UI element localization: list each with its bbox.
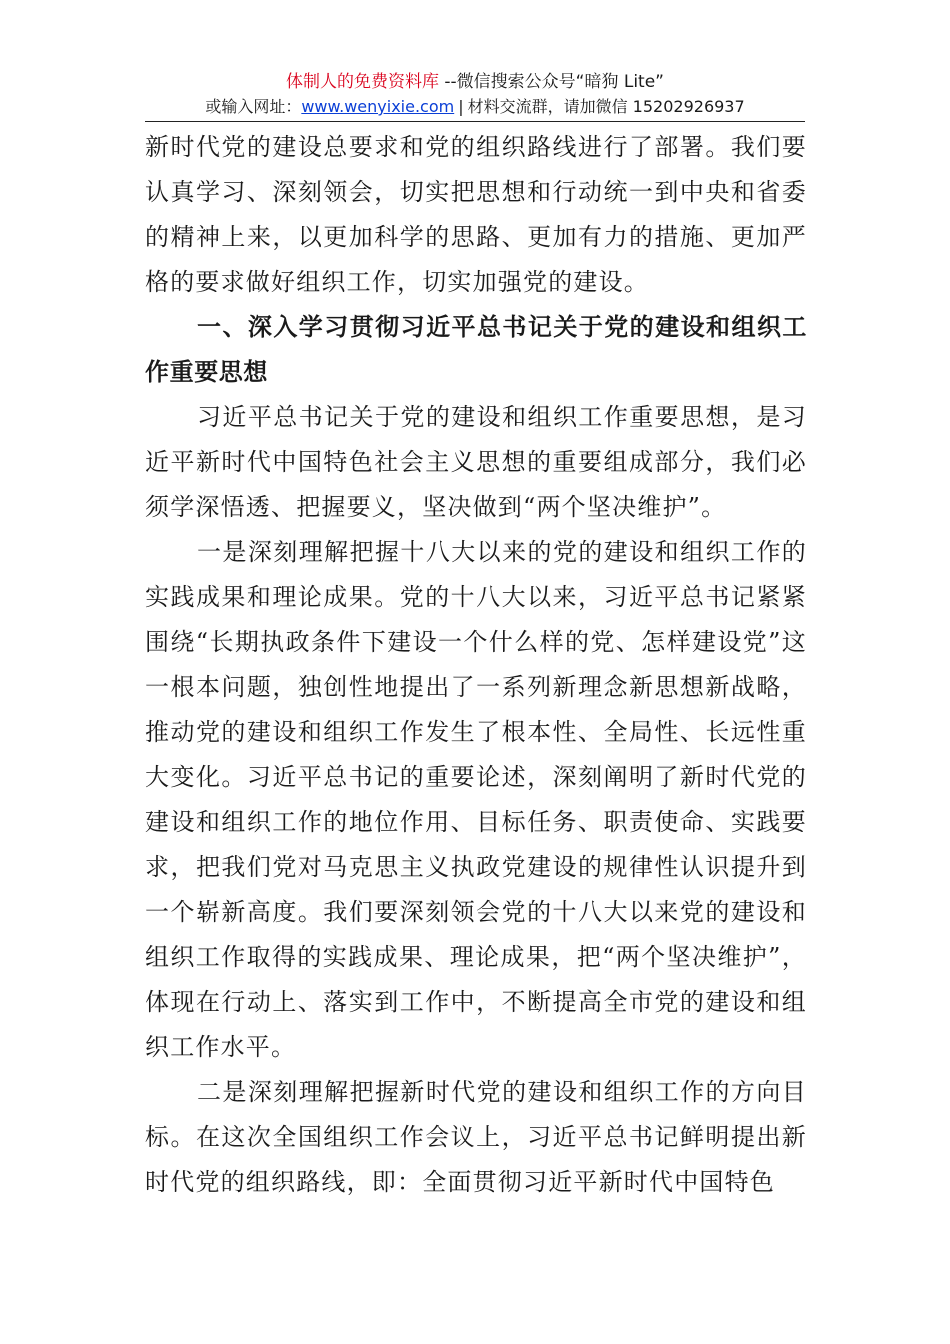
paragraph-overview: 习近平总书记关于党的建设和组织工作重要思想，是习近平新时代中国特色社会主义思想的重要组成部分，我们必须学深悟透、把握要义，坚决做到“两个坚决维护”。 [145,403,807,521]
paragraph-point-one: 一是深刻理解把握十八大以来的党的建设和组织工作的实践成果和理论成果。党的十八大以来，习近平总书记紧紧围绕“长期执政条件下建设一个什么样的党、怎样建设党”这一根本问题，独创性地提出了一系列新理念新思想新战略，推动党的建设和组织工作发生了根本性、全局性、长远性重大变化。习近平总书记的重要论述，深刻阐明了新时代党的建设和组织工作的地位作用、目标任务、职责使命、实践要求，把我们党对马克思主义执政党建设的规律性认识提升到一个崭新高度。我们要深刻领会党的十八大以来党的建设和组织工作取得的实践成果、理论成果，把“两个坚决维护”，体现在行动上、落实到工作中，不断提高全市党的建设和组织工作水平。 [145,538,807,1061]
header-brand: 体制人的免费资料库 [285,72,439,92]
header-url-prefix: 或输入网址： [205,97,302,116]
header-contact-line [145,95,805,119]
page-header [145,70,805,119]
header-title-line [145,70,805,94]
header-contact: 材料交流群，请加微信 15202926937 [467,97,745,116]
document-body [145,125,807,1205]
header-divider [145,121,805,122]
section-heading-1: 一、深入学习贯彻习近平总书记关于党的建设和组织工作重要思想 [145,313,807,386]
header-website-link[interactable]: www.wenyixie.com [301,97,455,116]
paragraph-point-two: 二是深刻理解把握新时代党的建设和组织工作的方向目标。在这次全国组织工作会议上，习近平总书记鲜明提出新时代党的组织路线，即：全面贯彻习近平新时代中国特色 [145,1078,807,1196]
header-separator: | [458,97,464,116]
paragraph-intro: 新时代党的建设总要求和党的组织路线进行了部署。我们要认真学习、深刻领会，切实把思想和行动统一到中央和省委的精神上来，以更加科学的思路、更加有力的措施、更加严格的要求做好组织工作，切实加强党的建设。 [145,133,807,296]
header-tagline: --微信搜索公众号“暗狗 Lite” [438,72,664,92]
